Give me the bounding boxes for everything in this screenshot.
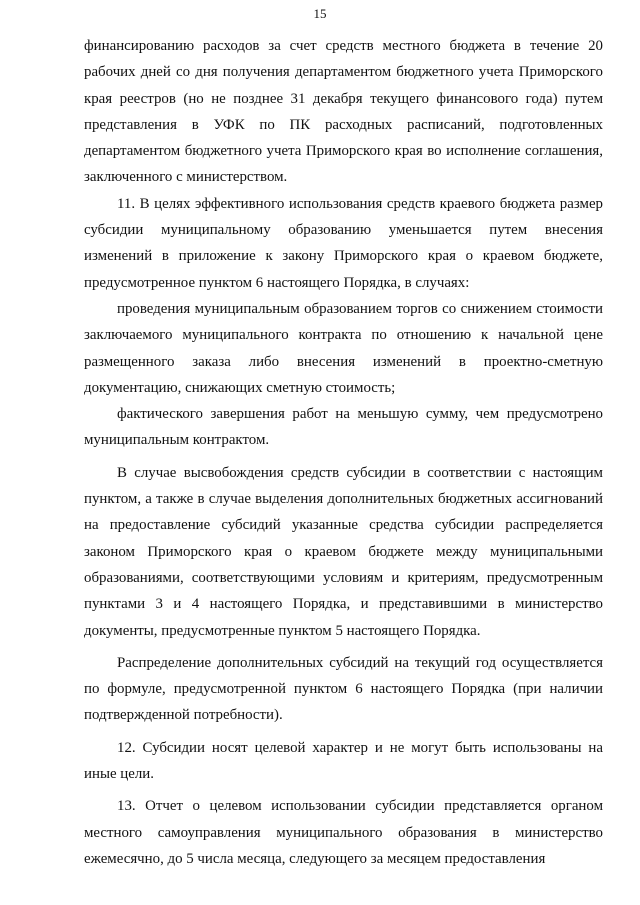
document-body (84, 33, 603, 872)
paragraph-item-11: 11. В целях эффективного использования средств краевого бюджета размер субсидии муниципальному образованию уменьшается путем внесения изменений в приложение к закону Приморского края о краевом бюджете, предусмотренное пунктом 6 настоящего Порядка, в случаях: (84, 195, 603, 291)
paragraph-case-completion: фактического завершения работ на меньшую сумму, чем предусмотрено муниципальным контрактом. (84, 406, 603, 449)
paragraph-released-funds: В случае высвобождения средств субсидии в соответствии с настоящим пунктом, а также в случае выделения дополнительных бюджетных ассигнований на предоставление субсидий указанные средства субсидии распределяется законом Приморского края о краевом бюджете между муниципальными образованиями, соответствующими условиям и критериям, предусмотренным пунктами 3 и 4 настоящего Порядка, и представившими в министерство документы, предусмотренные пунктом 5 настоящего Порядка. (84, 464, 603, 639)
paragraph-funding-continuation: финансированию расходов за счет средств местного бюджета в течение 20 рабочих дней со дня получения департаментом бюджетного учета Приморского края реестров (но не позднее 31 декабря текущего финансового года) путем представления в УФК по ПК расходных расписаний, подготовленных департаментом бюджетного учета Приморского края во исполнение соглашения, заключенного с министерством. (84, 38, 603, 186)
paragraph-distribution: Распределение дополнительных субсидий на текущий год осуществляется по формуле, предусмотренной пунктом 6 настоящего Порядка (при наличии подтвержденной потребности). (84, 654, 603, 724)
paragraph-item-13: 13. Отчет о целевом использовании субсидии представляется органом местного самоуправления муниципального образования в министерство ежемесячно, до 5 числа месяца, следующего за месяцем предоставления (84, 798, 603, 867)
paragraph-case-tenders: проведения муниципальным образованием торгов со снижением стоимости заключаемого муниципального контракта по отношению к начальной цене размещенного заказа либо внесения изменений в проектно-сметную документацию, снижающих сметную стоимость; (84, 300, 603, 396)
page-number: 15 (313, 6, 327, 21)
paragraph-item-12: 12. Субсидии носят целевой характер и не могут быть использованы на иные цели. (84, 739, 603, 783)
